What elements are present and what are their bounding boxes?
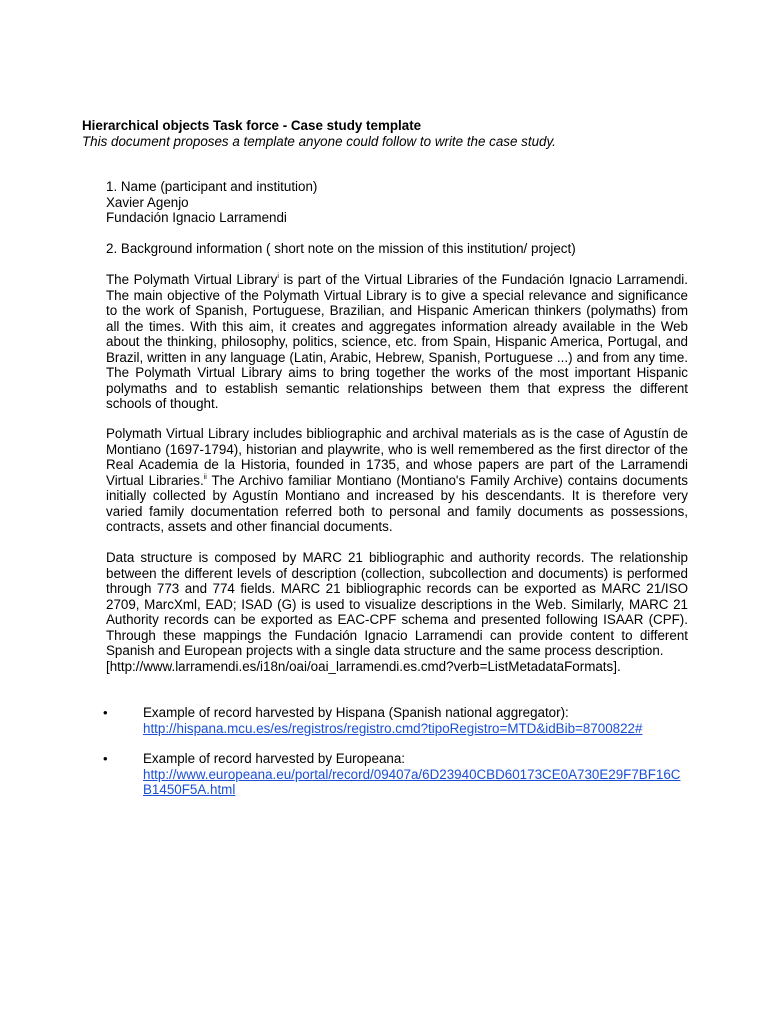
section-1-heading: 1. Name (participant and institution)	[106, 179, 318, 194]
bullet-1-text: Example of record harvested by Hispana (Spanish national aggregator):	[143, 705, 569, 720]
paragraph-3-text: Data structure is composed by MARC 21 bibliographic and authority records. The relationship between the different levels of description (collection, subcollection and documents) is performed through 773 and 774 fields. MARC 21 bibliographic records can be exported as MARC 21/ISO 2709, MarcXml, EAD; ISAD (G) is used to visualize descriptions in the Web. Similarly, MARC 21 Authority records can be exported as EAC-CPF schema and presented following ISAAR (CPF). Through these mappings the Fundación Ignacio Larramendi can provide content to different Spanish and European projects with a single data structure and the same process description.	[106, 550, 688, 658]
footnote-ref-i[interactable]: i	[277, 273, 279, 280]
paragraph-1-rest: is part of the Virtual Libraries of the Fundación Ignacio Larramendi. The main objective of the Polymath Virtual Library is to give a special relevance and significance to the work of Spanish, Portuguese, Brazilian, and Hispanic American thinkers (polymaths) from all the times. With this aim, it creates and aggregates information already available in the Web about the thinking, philosophy, politics, science, etc. from Spain, Hispanic America, Portugal, and Brazil, written in any language (Latin, Arabic, Hebrew, Spanish, Portuguese ...) and from any time. The Polymath Virtual Library aims to bring together the works of the most important Hispanic polymaths and to establish semantic relationships between them that express the different schools of thought.	[106, 272, 688, 411]
participant-institution: Fundación Ignacio Larramendi	[106, 210, 287, 225]
bullet-1-marker: •	[103, 705, 108, 720]
document-title: Hierarchical objects Task force - Case study template	[82, 118, 422, 133]
europeana-record-link[interactable]: http://www.europeana.eu/portal/record/09407a/6D23940CBD60173CE0A730E29F7BF16CB1450F5A.html	[143, 766, 681, 797]
bullet-2-marker: •	[103, 751, 108, 766]
section-2-heading: 2. Background information ( short note on the mission of this institution/ project)	[106, 241, 576, 256]
bullet-item-europeana	[143, 751, 688, 798]
document-subtitle: This document proposes a template anyone could follow to write the case study.	[82, 134, 556, 149]
footnote-ref-ii[interactable]: ii	[203, 473, 207, 481]
paragraph-2-start: Polymath Virtual Library includes bibliographic and archival materials as is the case of Agustín de Montiano (1697-1794), historian and playwrite, who is well remembered as the first director of the Real Academia de la Historia, founded in 1735, and whose papers are part of the Larramendi Virtual Libraries.	[106, 426, 688, 488]
hispana-record-link[interactable]: http://hispana.mcu.es/es/registros/registro.cmd?tipoRegistro=MTD&idBib=8700822#	[143, 720, 643, 736]
section-1	[106, 179, 688, 226]
paragraph-2-rest: The Archivo familiar Montiano (Montiano's Family Archive) contains documents initially collected by Agustín Montiano and increased by his descendants. It is therefore very varied family documentation referred both to personal and family documents as possessions, contracts, assets and other financial documents.	[106, 472, 688, 534]
bullet-2-text: Example of record harvested by Europeana:	[143, 751, 406, 766]
paragraph-polymath-library	[106, 272, 688, 412]
participant-name: Xavier Agenjo	[106, 194, 189, 210]
oai-endpoint-text: [http://www.larramendi.es/i18n/oai/oai_larramendi.es.cmd?verb=ListMetadataFormats].	[106, 658, 621, 674]
paragraph-montiano-archive	[106, 426, 688, 535]
bullet-item-hispana	[143, 705, 688, 736]
paragraph-data-structure	[106, 550, 688, 674]
paragraph-1-start: The Polymath Virtual Library	[106, 272, 278, 287]
